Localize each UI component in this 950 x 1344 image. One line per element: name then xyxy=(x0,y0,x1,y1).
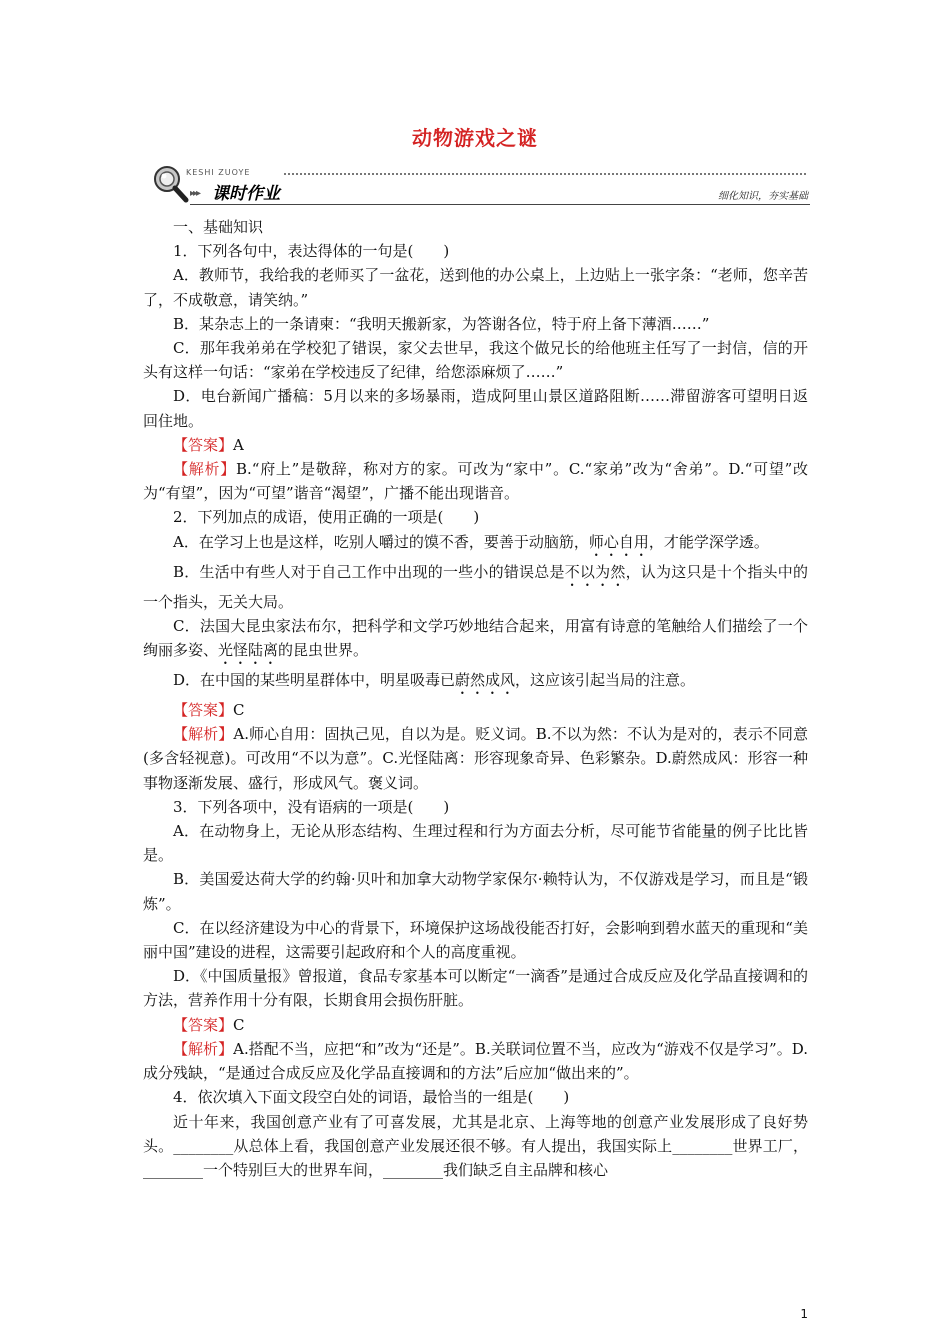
section-banner xyxy=(150,162,810,210)
page-number: 1 xyxy=(800,1307,808,1321)
q3-analysis xyxy=(143,1037,808,1085)
dotted-idiom: 蔚然成风 xyxy=(455,671,516,690)
option-text: 的昆虫世界。 xyxy=(278,641,369,660)
q1-option-d: D．电台新闻广播稿：5月以来的多场暴雨，造成阿里山景区道路阻断……滞留游客可望明日返回住地。 xyxy=(143,387,808,430)
banner-pinyin: KESHI ZUOYE xyxy=(186,168,251,177)
analysis-label: 【解析】 xyxy=(173,725,234,744)
q3-option-d: D．《中国质量报》曾报道，食品专家基本可以断定“一滴香”是通过合成反应及化学品直接调和的方法，营养作用十分有限，长期食用会损伤肝脏。 xyxy=(143,967,808,1010)
q2-answer xyxy=(143,698,808,722)
document-title: 动物游戏之谜 xyxy=(412,126,538,150)
q2-analysis xyxy=(143,722,808,795)
option-text: ，才能学深学透。 xyxy=(648,532,769,551)
section-heading: 一、基础知识 xyxy=(173,218,264,236)
q3-option-a: A．在动物身上，无论从形态结构、生理过程和行为方面去分析，尽可能节省能量的例子比比皆是。 xyxy=(143,822,808,865)
answer-value: C xyxy=(233,701,245,720)
dotted-idiom: 光怪陆离 xyxy=(218,641,279,660)
q4-stem: 4．依次填入下面文段空白处的词语，最恰当的一组是( ) xyxy=(173,1088,570,1107)
analysis-label: 【解析】 xyxy=(173,1039,234,1058)
banner-tagline: 细化知识，夯实基础 xyxy=(718,191,808,202)
q2-option-d xyxy=(143,668,808,698)
q3-answer xyxy=(143,1013,808,1037)
banner-dotted-line xyxy=(284,173,806,175)
option-text: A．在学习上也是这样，吃别人嚼过的馍不香，要善于动脑筋， xyxy=(173,532,589,551)
dotted-idiom: 不以为然 xyxy=(564,562,626,581)
analysis-label: 【解析】 xyxy=(173,460,236,479)
banner-label: 课时作业 xyxy=(212,184,280,204)
q2-option-b xyxy=(143,560,808,614)
q3-option-c: C．在以经济建设为中心的背景下，环境保护这场战役能否打好，会影响到碧水蓝天的重现和“美丽中国”建设的进程，这需要引起政府和个人的高度重视。 xyxy=(143,918,808,962)
option-text: ，这应该引起当局的注意。 xyxy=(515,671,696,690)
answer-label: 【答案】 xyxy=(173,1015,234,1034)
q3-stem: 3．下列各项中，没有语病的一项是( ) xyxy=(173,797,450,816)
q1-option-b: B．某杂志上的一条请柬：“我明天搬新家，为答谢各位，特于府上备下薄酒……” xyxy=(173,314,710,333)
document-body xyxy=(143,215,808,1182)
dotted-idiom: 师心自用 xyxy=(588,532,649,551)
q3-option-b: B．美国爱达荷大学的约翰·贝叶和加拿大动物学家保尔·赖特认为，不仅游戏是学习，而且是“锻炼”。 xyxy=(143,870,808,913)
banner-rule xyxy=(190,204,810,205)
analysis-text: B.“府上”是敬辞，称对方的家。可改为“家中”。C.“家弟”改为“舍弟”。D.“可望”改为“有望”，因为“可望”谐音“渴望”，广播不能出现谐音。 xyxy=(143,460,808,503)
q1-analysis xyxy=(143,457,808,505)
arrows-icon: ▸▸▸ xyxy=(190,188,200,199)
magnifier-logo-icon xyxy=(150,164,190,204)
q1-option-c: C．那年我弟弟在学校犯了错误，家父去世早，我这个做兄长的给他班主任写了一封信，信的开头有这样一句话：“家弟在学校违反了纪律，给您添麻烦了……” xyxy=(143,339,808,382)
q4-passage: 近十年来，我国创意产业有了可喜发展，尤其是北京、上海等地的创意产业发展形成了良好势头。________从总体上看，我国创意产业发展还很不够。有人提出，我国实际上________世界工厂，________一个特别巨大的世界车间，________我们缺乏自主品牌和核心 xyxy=(143,1112,808,1179)
q1-option-a: A．教师节，我给我的老师买了一盆花，送到他的办公桌上，上边贴上一张字条：“老师，您辛苦了，不成敬意，请笑纳。” xyxy=(143,266,808,309)
answer-value: A xyxy=(233,435,244,454)
q2-option-a xyxy=(143,530,808,560)
analysis-text: A.搭配不当，应把“和”改为“还是”。B.关联词位置不当，应改为“游戏不仅是学习”。D.成分残缺，“是通过合成反应及化学品直接调和的方法”后应加“做出来的”。 xyxy=(143,1039,808,1083)
answer-label: 【答案】 xyxy=(173,435,234,454)
analysis-text: A.师心自用：固执己见，自以为是。贬义词。B.不以为然：不认为是对的，表示不同意(多含轻视意)。可改用“不以为意”。C.光怪陆离：形容现象奇异、色彩繁杂。D.蔚然成风：形容一种事物逐渐发展、盛行，形成风气。褒义词。 xyxy=(143,725,808,792)
q1-answer xyxy=(143,433,808,457)
option-text: D．在中国的某些明星群体中，明星吸毒已 xyxy=(173,671,456,690)
q1-stem: 1．下列各句中，表达得体的一句是( ) xyxy=(173,242,450,261)
q2-stem: 2．下列加点的成语，使用正确的一项是( ) xyxy=(173,508,480,527)
option-text: B．生活中有些人对于自己工作中出现的一些小的错误总是 xyxy=(173,562,565,581)
q2-option-c xyxy=(143,614,808,668)
option-text: ，认为这只是十个指头中的一个指头，无关大局。 xyxy=(143,562,808,611)
answer-value: C xyxy=(233,1015,245,1034)
answer-label: 【答案】 xyxy=(173,701,234,720)
option-text: C．法国大昆虫家法布尔，把科学和文学巧妙地结合起来，用富有诗意的笔触给人们描绘了一个绚丽多姿、 xyxy=(143,616,808,660)
